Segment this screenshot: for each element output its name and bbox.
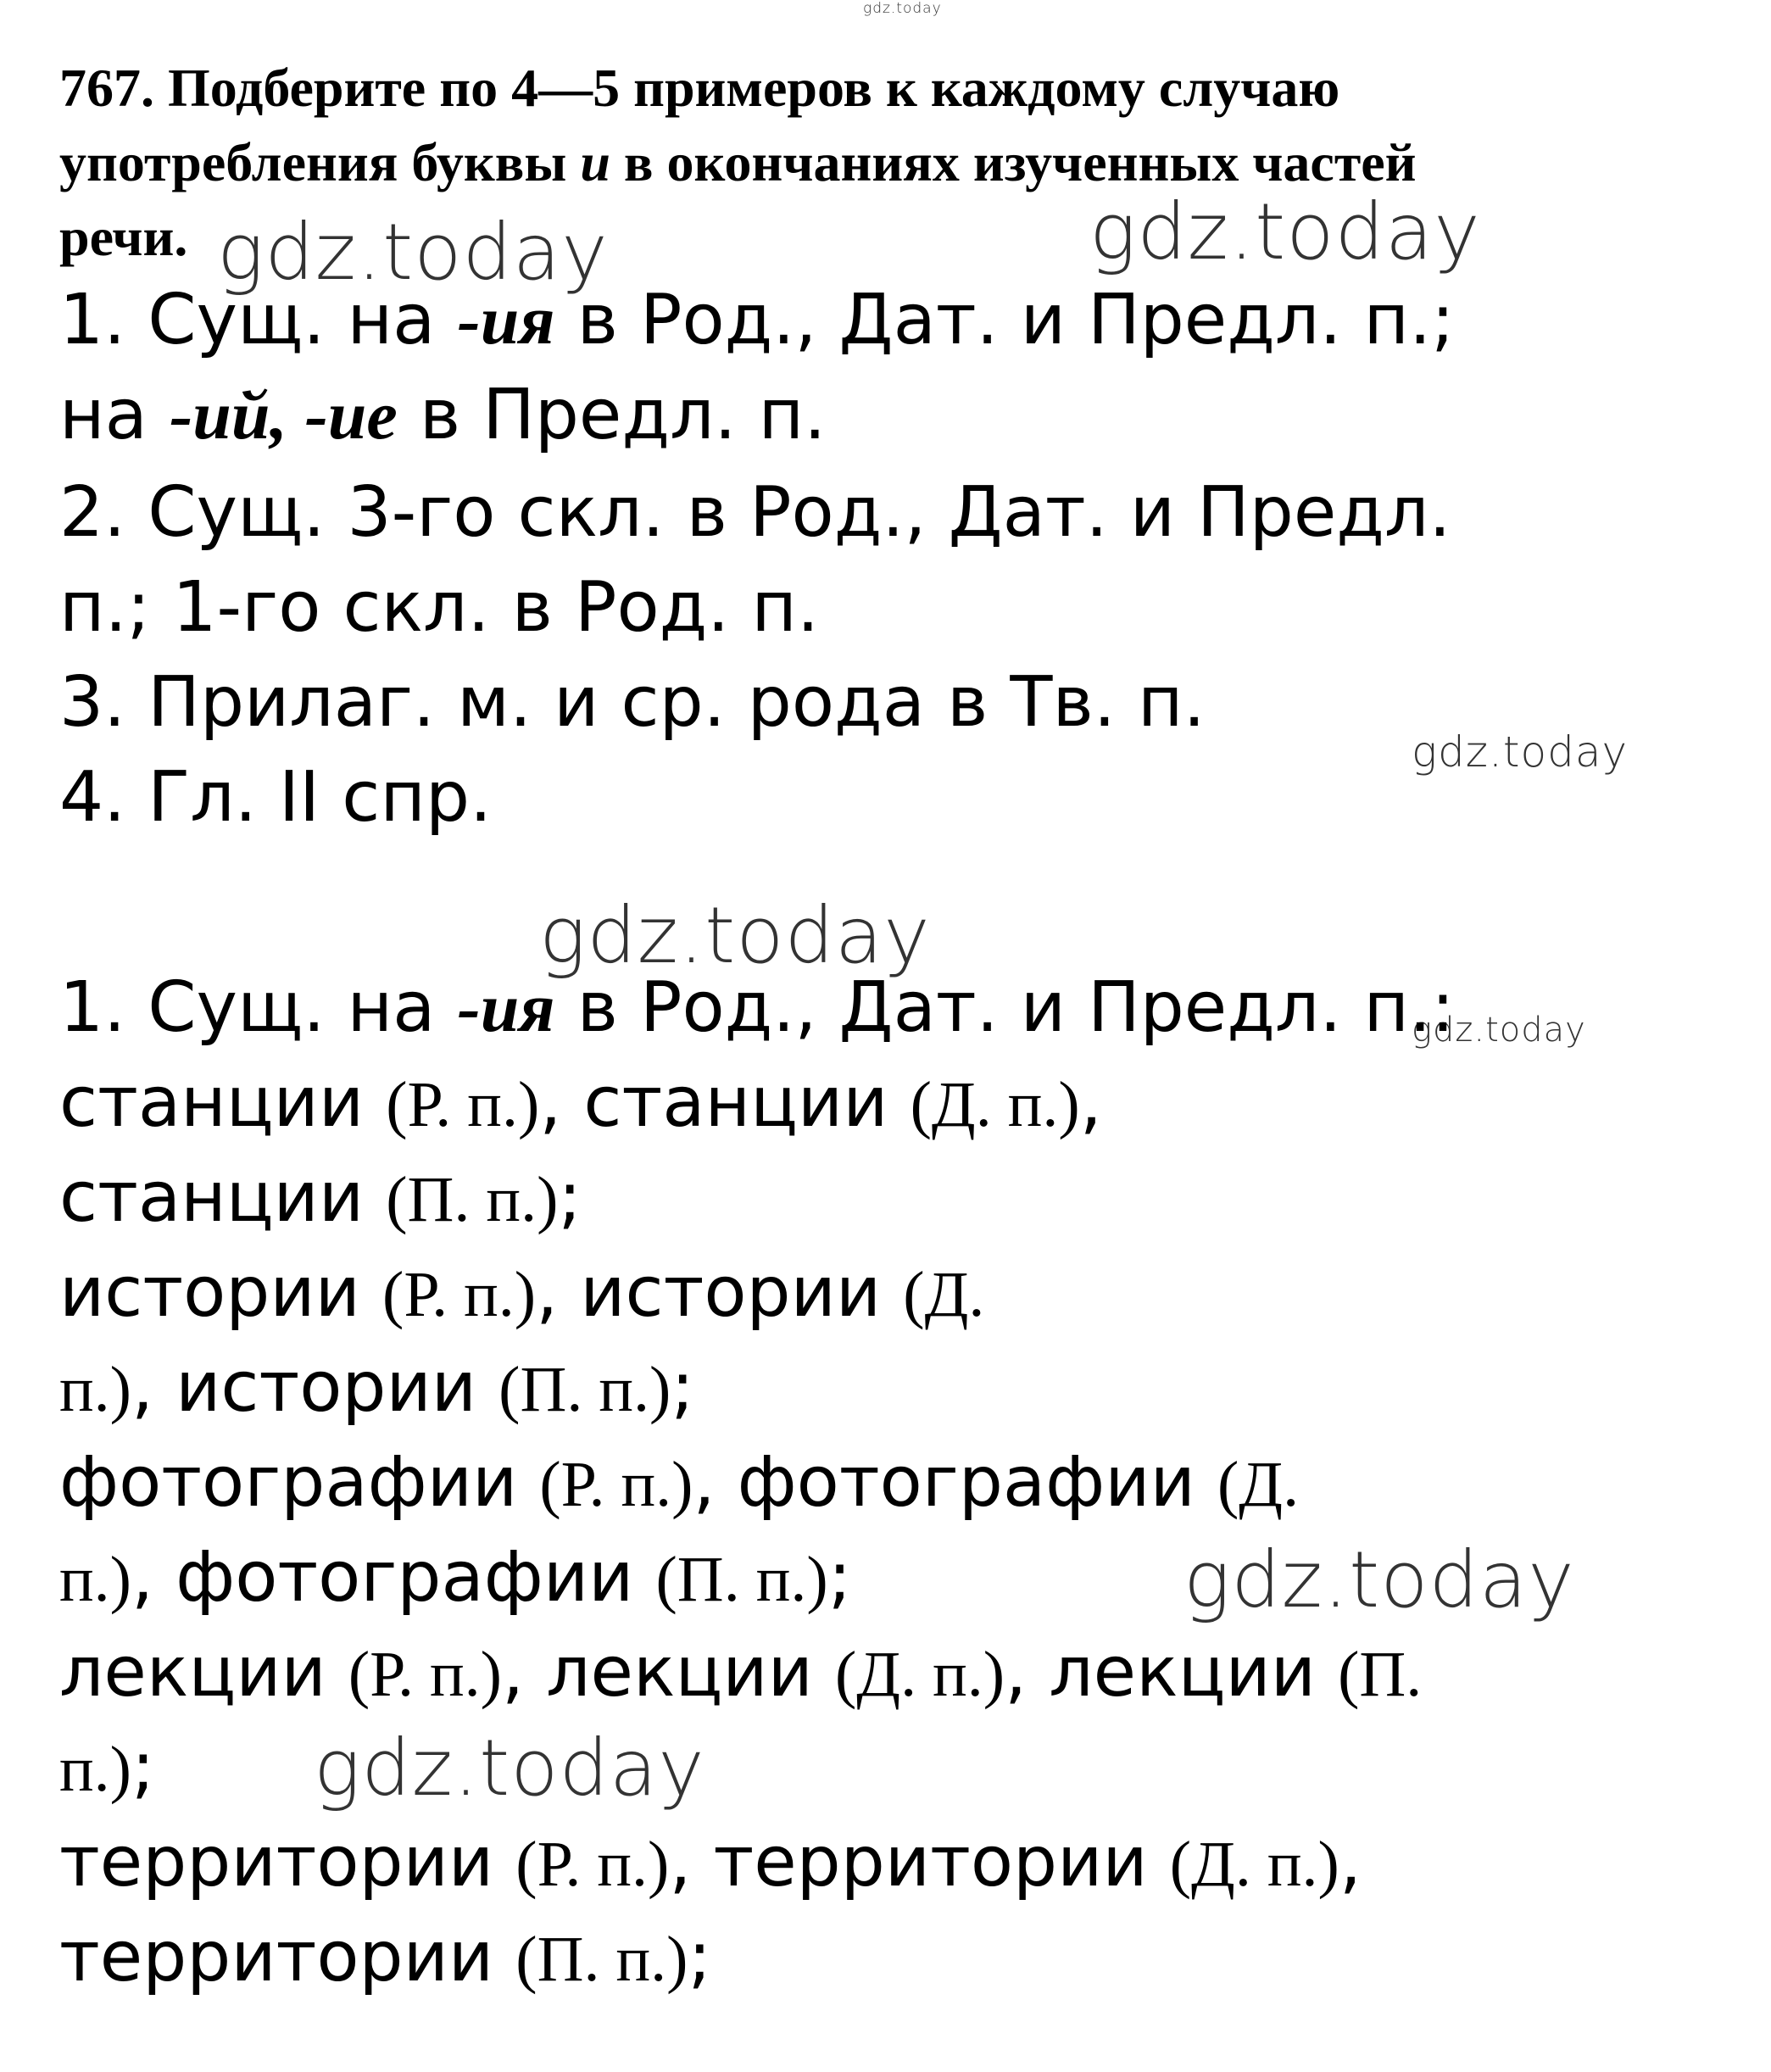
case-label: (Д. п.) (1169, 1829, 1339, 1900)
rule-2-line-b: п.; 1-го скл. в Род. п. (59, 567, 820, 648)
case-label: (П. п.) (386, 1164, 559, 1235)
watermark-1: gdz.today (217, 207, 609, 298)
case-label: п.) (59, 1544, 131, 1615)
example-line (59, 1822, 1362, 1902)
task-text-3: речи. (59, 207, 188, 267)
case-label: (Р. п.) (386, 1069, 540, 1140)
example-word: фотографии (737, 1442, 1195, 1523)
punctuation: ; (827, 1537, 852, 1618)
rule-1a-ending: -ия (457, 281, 555, 359)
rule-1-line-b (59, 375, 827, 455)
task-line-3 (59, 207, 188, 267)
example-word: фотографии (59, 1442, 518, 1523)
punctuation: , (131, 1537, 176, 1618)
punctuation: , (536, 1252, 581, 1333)
example-line (59, 1347, 694, 1428)
rule-2-line-a: 2. Сущ. 3-го скл. в Род., Дат. и Предл. (59, 472, 1451, 553)
case-label: (П. п.) (515, 1924, 688, 1995)
task-line-2 (59, 132, 1417, 192)
case-label: (Д. п.) (834, 1639, 1005, 1710)
punctuation: , (1005, 1632, 1050, 1713)
answer-heading-post: в Род., Дат. и Предл. п.: (554, 967, 1455, 1048)
punctuation: , (539, 1062, 584, 1143)
punctuation: , (693, 1442, 738, 1523)
case-label: (Р. п.) (539, 1449, 693, 1520)
case-label: (Д. п.) (910, 1069, 1080, 1140)
example-word: территории (59, 1822, 494, 1902)
example-word: станции (583, 1062, 888, 1143)
punctuation: , (669, 1822, 714, 1902)
rule-1b-pre: на (59, 375, 170, 455)
answer-heading (59, 967, 1455, 1048)
example-word: фотографии (175, 1537, 634, 1618)
rule-4: 4. Гл. II спр. (59, 757, 493, 838)
task-number: 767. (59, 58, 154, 118)
rule-1a-post: в Род., Дат. и Предл. п.; (554, 280, 1455, 360)
case-label: п.) (59, 1734, 131, 1805)
example-word: территории (59, 1917, 494, 1997)
case-label: (Д. (1217, 1449, 1300, 1520)
rule-1b-post: в Предл. п. (397, 375, 827, 455)
example-line (59, 1727, 155, 1807)
example-word: истории (59, 1252, 360, 1333)
watermark-top-tiny: gdz.today (863, 0, 942, 17)
example-word: станции (59, 1062, 365, 1143)
task-text-2a: употребления буквы (59, 132, 581, 192)
example-word: станции (59, 1157, 365, 1238)
watermark-4: gdz.today (539, 890, 931, 981)
case-label: (Р. п.) (382, 1259, 537, 1330)
punctuation: ; (558, 1157, 582, 1238)
case-label: п.) (59, 1354, 131, 1425)
example-word: истории (175, 1347, 477, 1428)
example-line (59, 1252, 985, 1333)
task-letter-i: и (580, 132, 610, 192)
example-line (59, 1442, 1300, 1523)
example-line (59, 1917, 712, 1997)
case-label: (Р. п.) (515, 1829, 670, 1900)
punctuation: , (501, 1632, 547, 1713)
case-label: (П. п.) (655, 1544, 828, 1615)
case-label: (Д. (903, 1259, 985, 1330)
punctuation: , (131, 1347, 176, 1428)
task-line-1 (59, 58, 1340, 118)
example-word: лекции (546, 1632, 813, 1713)
rule-1-line-a (59, 280, 1455, 360)
watermark-7: gdz.today (314, 1723, 705, 1813)
example-line (59, 1062, 1102, 1143)
example-word: территории (713, 1822, 1148, 1902)
example-line (59, 1157, 582, 1238)
case-label: (Р. п.) (348, 1639, 502, 1710)
punctuation: , (1079, 1062, 1102, 1143)
case-label: (П. п.) (498, 1354, 671, 1425)
watermark-3: gdz.today (1412, 727, 1629, 777)
punctuation: ; (131, 1727, 155, 1807)
answer-heading-ending: -ия (457, 969, 555, 1046)
example-word: истории (580, 1252, 882, 1333)
case-label: (П. (1338, 1639, 1423, 1710)
example-line (59, 1537, 852, 1618)
punctuation: ; (671, 1347, 694, 1428)
example-line (59, 1632, 1423, 1713)
rule-1a-pre: 1. Сущ. на (59, 280, 458, 360)
punctuation: , (1339, 1822, 1362, 1902)
punctuation: ; (688, 1917, 712, 1997)
answer-heading-pre: 1. Сущ. на (59, 967, 458, 1048)
task-text-1: Подберите по 4—5 примеров к каждому случаю (168, 58, 1340, 118)
watermark-6: gdz.today (1183, 1535, 1575, 1625)
rule-3: 3. Прилаг. м. и ср. рода в Тв. п. (59, 662, 1206, 743)
watermark-2: gdz.today (1089, 187, 1481, 277)
example-word: лекции (1049, 1632, 1317, 1713)
example-word: лекции (59, 1632, 326, 1713)
rule-1b-ending: -ий, -ие (169, 376, 398, 454)
watermark-5: gdz.today (1412, 1011, 1586, 1050)
task-text-2b: в окончаниях изученных частей (610, 132, 1417, 192)
